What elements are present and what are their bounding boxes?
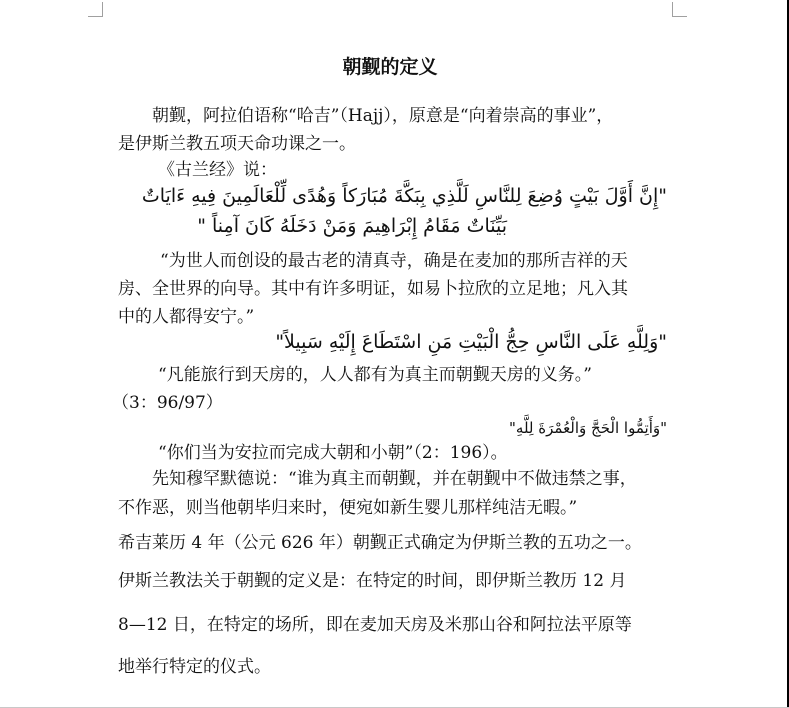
- definition-line-1: 伊斯兰教法关于朝觐的定义是：在特定的时间，即伊斯兰教历 12 月: [118, 571, 627, 591]
- reference-2: （3：96/97）: [112, 393, 223, 413]
- hadith-line-2: 不作恶，则当他朝毕归来时，便宛如新生婴儿那样纯洁无暇。”: [118, 498, 578, 518]
- definition-line-3: 地举行特定的仪式。: [118, 657, 271, 677]
- translation-3: “你们当为安拉而完成大朝和小朝”（2：196）。: [158, 443, 508, 463]
- hadith-line-1: 先知穆罕默德说：“谁为真主而朝觐，并在朝觐中不做违禁之事，: [152, 469, 637, 489]
- arabic-verse-3: "وَأَتِمُّوا الْحَجَّ وَالْعُمْرَةَ لِلَّهِ": [509, 419, 667, 437]
- arabic-verse-1-line-2: بَيِّنَاتٌ مَقَامُ إِبْرَاهِيمَ وَمَنْ دَخَلَهُ كَانَ آمِناً ": [197, 215, 507, 237]
- translation-1-line-1: “为世人而创设的最古老的清真寺，确是在麦加的那所吉祥的天: [160, 251, 628, 271]
- translation-2: “凡能旅行到天房的，人人都有为真主而朝觐天房的义务。”: [158, 365, 592, 385]
- translation-1-line-2: 房、全世界的向导。其中有许多明证，如易卜拉欣的立足地；凡入其: [118, 279, 628, 299]
- paragraph-intro-line-1: 朝觐，阿拉伯语称“哈吉”（Hajj），原意是“向着崇高的事业”，: [152, 106, 614, 126]
- paragraph-intro-line-2: 是伊斯兰教五项天命功课之一。: [118, 134, 356, 154]
- history-paragraph: 希吉莱历 4 年（公元 626 年）朝觐正式确定为伊斯兰教的五功之一。: [118, 533, 642, 553]
- page-title: 朝觐的定义: [342, 56, 438, 78]
- arabic-verse-1-line-1: "إِنَّ أَوَّلَ بَيْتٍ وُضِعَ لِلنَّاسِ لَلَّذِي بِبَكَّةَ مُبَارَكاً وَهُدًى لِّلْعَالَمِينَ فِيهِ ءَايَاتٌ: [141, 185, 667, 207]
- arabic-verse-2: "وَلِلَّهِ عَلَى النَّاسِ حِجُّ الْبَيْتِ مَنِ اسْتَطَاعَ إِلَيْهِ سَبِيلاً": [275, 331, 667, 353]
- page-corner-mark-right: [672, 2, 687, 17]
- quran-intro: 《古兰经》说：: [158, 160, 277, 180]
- definition-line-2: 8—12 日，在特定的场所，即在麦加天房及米那山谷和阿拉法平原等: [118, 615, 632, 635]
- translation-1-line-3: 中的人都得安宁。”: [118, 307, 255, 327]
- page-corner-mark-left: [88, 2, 103, 17]
